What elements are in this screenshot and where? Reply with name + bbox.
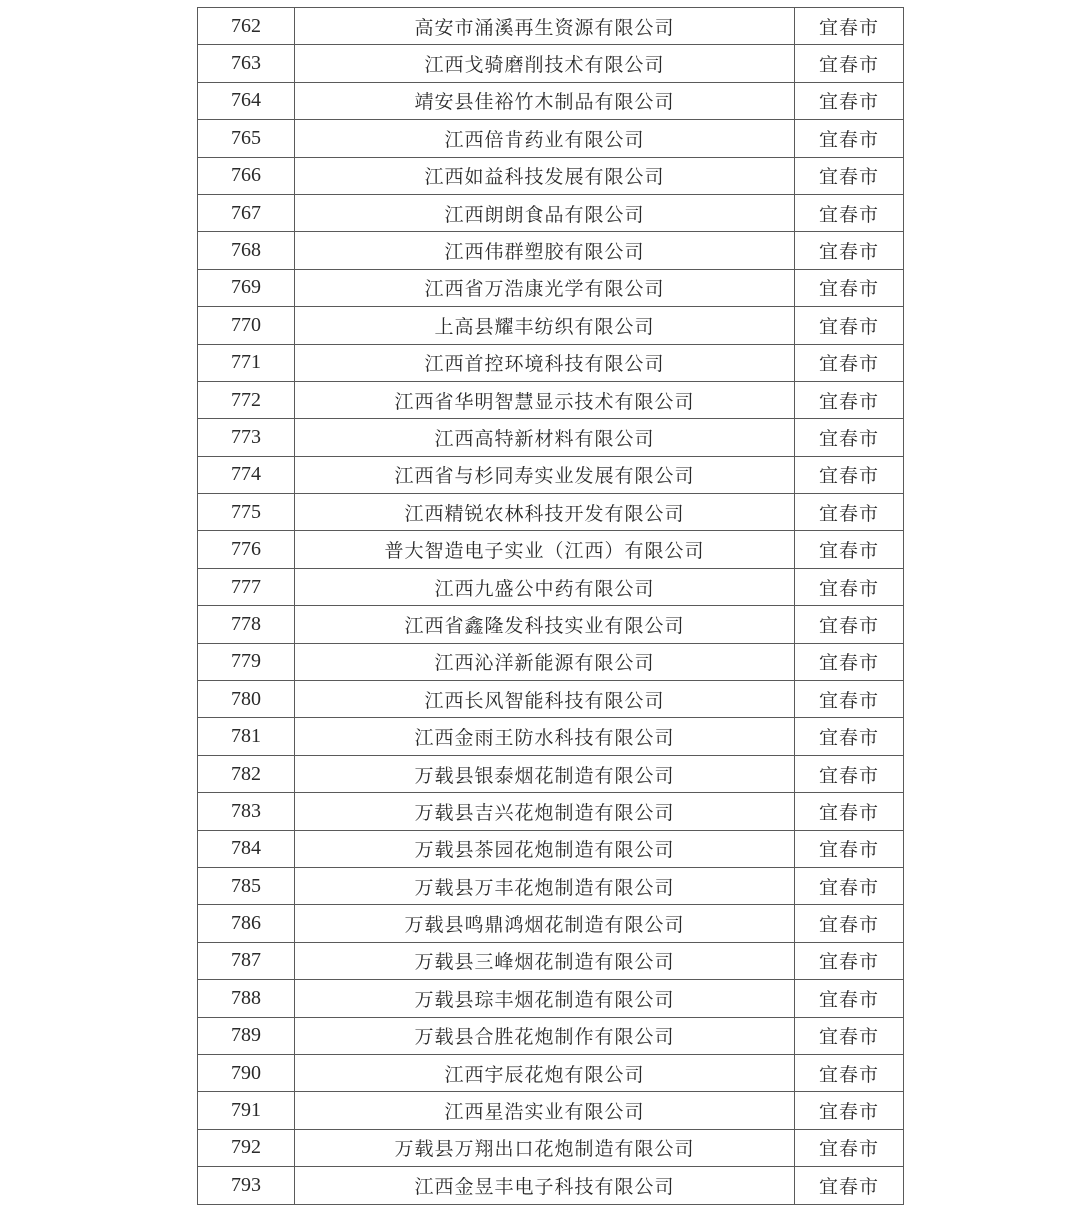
city-name: 宜春市: [795, 120, 904, 157]
company-name: 高安市涌溪再生资源有限公司: [295, 8, 795, 45]
table-row: [198, 942, 904, 979]
company-name: 江西省万浩康光学有限公司: [295, 269, 795, 306]
row-number: 762: [198, 8, 295, 45]
company-name: 江西首控环境科技有限公司: [295, 344, 795, 381]
table-row: [198, 157, 904, 194]
city-name: 宜春市: [795, 1129, 904, 1166]
row-number: 767: [198, 194, 295, 231]
company-name: 万载县吉兴花炮制造有限公司: [295, 793, 795, 830]
city-name: 宜春市: [795, 1092, 904, 1129]
table-row: [198, 307, 904, 344]
city-name: 宜春市: [795, 456, 904, 493]
company-name: 万载县银泰烟花制造有限公司: [295, 755, 795, 792]
city-name: 宜春市: [795, 568, 904, 605]
table-row: [198, 905, 904, 942]
city-name: 宜春市: [795, 344, 904, 381]
table-row: [198, 718, 904, 755]
table-row: [198, 980, 904, 1017]
city-name: 宜春市: [795, 494, 904, 531]
row-number: 792: [198, 1129, 295, 1166]
company-name: 江西省鑫隆发科技实业有限公司: [295, 606, 795, 643]
city-name: 宜春市: [795, 419, 904, 456]
row-number: 773: [198, 419, 295, 456]
city-name: 宜春市: [795, 1054, 904, 1091]
row-number: 786: [198, 905, 295, 942]
row-number: 783: [198, 793, 295, 830]
company-name: 万载县三峰烟花制造有限公司: [295, 942, 795, 979]
row-number: 772: [198, 381, 295, 418]
city-name: 宜春市: [795, 980, 904, 1017]
city-name: 宜春市: [795, 232, 904, 269]
table-row: [198, 830, 904, 867]
row-number: 782: [198, 755, 295, 792]
city-name: 宜春市: [795, 606, 904, 643]
company-name: 江西伟群塑胶有限公司: [295, 232, 795, 269]
company-name: 江西倍肯药业有限公司: [295, 120, 795, 157]
table-row: [198, 456, 904, 493]
row-number: 776: [198, 531, 295, 568]
row-number: 768: [198, 232, 295, 269]
table-row: [198, 568, 904, 605]
city-name: 宜春市: [795, 867, 904, 904]
city-name: 宜春市: [795, 45, 904, 82]
company-name: 江西省与杉同寿实业发展有限公司: [295, 456, 795, 493]
city-name: 宜春市: [795, 681, 904, 718]
row-number: 765: [198, 120, 295, 157]
city-name: 宜春市: [795, 643, 904, 680]
table-row: [198, 643, 904, 680]
city-name: 宜春市: [795, 793, 904, 830]
row-number: 781: [198, 718, 295, 755]
row-number: 784: [198, 830, 295, 867]
table-row: [198, 755, 904, 792]
company-name: 江西金昱丰电子科技有限公司: [295, 1167, 795, 1204]
company-name: 江西宇辰花炮有限公司: [295, 1054, 795, 1091]
table-row: [198, 232, 904, 269]
table-row: [198, 606, 904, 643]
row-number: 785: [198, 867, 295, 904]
company-name: 江西朗朗食品有限公司: [295, 194, 795, 231]
row-number: 779: [198, 643, 295, 680]
company-name: 万载县万翔出口花炮制造有限公司: [295, 1129, 795, 1166]
table-row: [198, 82, 904, 119]
company-name: 万载县合胜花炮制作有限公司: [295, 1017, 795, 1054]
city-name: 宜春市: [795, 269, 904, 306]
table-row: [198, 269, 904, 306]
row-number: 777: [198, 568, 295, 605]
table-row: [198, 793, 904, 830]
table-row: [198, 494, 904, 531]
company-name: 江西沁洋新能源有限公司: [295, 643, 795, 680]
company-name: 万载县万丰花炮制造有限公司: [295, 867, 795, 904]
table-row: [198, 1129, 904, 1166]
row-number: 790: [198, 1054, 295, 1091]
row-number: 770: [198, 307, 295, 344]
row-number: 764: [198, 82, 295, 119]
company-name: 万载县琮丰烟花制造有限公司: [295, 980, 795, 1017]
city-name: 宜春市: [795, 381, 904, 418]
company-name: 江西九盛公中药有限公司: [295, 568, 795, 605]
city-name: 宜春市: [795, 718, 904, 755]
company-name: 普大智造电子实业（江西）有限公司: [295, 531, 795, 568]
table-row: [198, 867, 904, 904]
table-row: [198, 45, 904, 82]
row-number: 791: [198, 1092, 295, 1129]
city-name: 宜春市: [795, 830, 904, 867]
table-row: [198, 1054, 904, 1091]
company-name: 江西省华明智慧显示技术有限公司: [295, 381, 795, 418]
table-row: [198, 681, 904, 718]
table-row: [198, 194, 904, 231]
company-name: 江西如益科技发展有限公司: [295, 157, 795, 194]
row-number: 771: [198, 344, 295, 381]
company-name: 江西戈骑磨削技术有限公司: [295, 45, 795, 82]
company-name: 江西精锐农林科技开发有限公司: [295, 494, 795, 531]
table-row: [198, 1017, 904, 1054]
company-name: 万载县茶园花炮制造有限公司: [295, 830, 795, 867]
company-name: 万载县鸣鼎鸿烟花制造有限公司: [295, 905, 795, 942]
row-number: 788: [198, 980, 295, 1017]
company-list-table: [197, 7, 904, 1205]
company-name: 江西高特新材料有限公司: [295, 419, 795, 456]
row-number: 763: [198, 45, 295, 82]
company-name: 江西长风智能科技有限公司: [295, 681, 795, 718]
company-name: 上高县耀丰纺织有限公司: [295, 307, 795, 344]
row-number: 780: [198, 681, 295, 718]
row-number: 793: [198, 1167, 295, 1204]
table-row: [198, 419, 904, 456]
city-name: 宜春市: [795, 905, 904, 942]
table-row: [198, 1167, 904, 1204]
row-number: 789: [198, 1017, 295, 1054]
row-number: 775: [198, 494, 295, 531]
row-number: 766: [198, 157, 295, 194]
company-name: 靖安县佳裕竹木制品有限公司: [295, 82, 795, 119]
row-number: 774: [198, 456, 295, 493]
row-number: 778: [198, 606, 295, 643]
table-row: [198, 120, 904, 157]
table-row: [198, 531, 904, 568]
table-row: [198, 381, 904, 418]
city-name: 宜春市: [795, 1017, 904, 1054]
city-name: 宜春市: [795, 531, 904, 568]
table-body: [198, 8, 904, 1205]
city-name: 宜春市: [795, 194, 904, 231]
table-row: [198, 8, 904, 45]
city-name: 宜春市: [795, 82, 904, 119]
city-name: 宜春市: [795, 1167, 904, 1204]
city-name: 宜春市: [795, 307, 904, 344]
table-row: [198, 1092, 904, 1129]
company-name: 江西星浩实业有限公司: [295, 1092, 795, 1129]
city-name: 宜春市: [795, 157, 904, 194]
row-number: 769: [198, 269, 295, 306]
city-name: 宜春市: [795, 942, 904, 979]
city-name: 宜春市: [795, 755, 904, 792]
table-row: [198, 344, 904, 381]
company-name: 江西金雨王防水科技有限公司: [295, 718, 795, 755]
city-name: 宜春市: [795, 8, 904, 45]
row-number: 787: [198, 942, 295, 979]
